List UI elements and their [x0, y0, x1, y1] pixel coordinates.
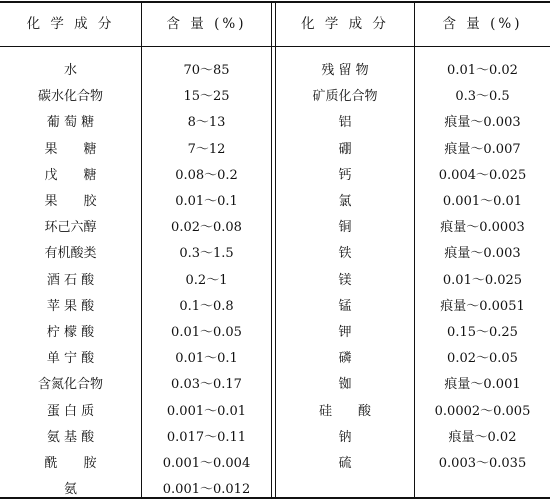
right-row-value: 0.01～0.025	[442, 272, 523, 288]
right-row-value: 痕量～0.007	[444, 141, 521, 157]
left-row-value: 0.2～1	[185, 272, 228, 288]
left-row-value: 0.01～0.1	[175, 351, 238, 367]
left-row-value: 0.001～0.01	[166, 403, 247, 419]
right-row-value: 0.003～0.035	[438, 456, 527, 471]
left-row-value: 0.08～0.2	[175, 167, 238, 183]
right-row-value: 痕量～0.0051	[440, 298, 525, 314]
right-row-value: 痕量～0.003	[444, 115, 521, 131]
left-row-name: 柠 檬 酸	[46, 325, 95, 340]
left-row-name: 酰 胺	[44, 456, 97, 471]
right-row-value: 痕量～0.003	[444, 246, 521, 262]
left-row-name: 酒 石 酸	[46, 272, 95, 288]
right-row-name: 镁	[338, 272, 352, 288]
left-row-value: 0.01～0.05	[171, 325, 242, 340]
left-row-value: 0.02～0.08	[171, 220, 242, 236]
right-row-name: 铝	[338, 115, 352, 131]
header-component-left: 化 学 成 分	[26, 16, 115, 32]
left-row-name: 水	[63, 63, 77, 78]
left-row-name: 碳水化合物	[37, 89, 103, 105]
right-row-value: 痕量～0.0003	[440, 220, 525, 236]
right-row-name: 铜	[338, 220, 352, 236]
left-row-name: 氨 基 酸	[46, 429, 95, 445]
center-double-rule-a	[271, 2, 272, 498]
right-row-value: 0.004～0.025	[438, 167, 527, 183]
left-row-value: 70～85	[183, 63, 230, 78]
right-row-value: 0.3～0.5	[455, 89, 510, 105]
left-row-name: 有机酸类	[44, 246, 97, 262]
right-row-value: 0.15～0.25	[447, 325, 518, 340]
right-row-value: 0.0002～0.005	[434, 403, 531, 419]
left-row-value: 0.1～0.8	[179, 298, 234, 314]
left-row-value: 0.03～0.17	[171, 377, 242, 393]
left-row-name: 含氮化合物	[37, 377, 103, 393]
left-row-name: 环己六醇	[44, 220, 97, 236]
left-row-name: 单 宁 酸	[46, 351, 95, 367]
left-row-name: 果 胶	[44, 194, 97, 209]
right-row-value: 0.02～0.05	[447, 351, 518, 367]
left-row-value: 15～25	[183, 89, 230, 105]
right-row-value: 痕量～0.001	[444, 377, 521, 393]
right-row-name: 氯	[338, 194, 352, 209]
right-row-name: 磷	[338, 351, 352, 367]
left-row-name: 果 糖	[44, 141, 97, 157]
left-row-name: 氨	[63, 482, 77, 498]
left-row-name: 戊 糖	[44, 167, 97, 183]
right-row-value: 0.001～0.01	[442, 194, 523, 209]
left-row-value: 0.3～1.5	[179, 246, 234, 262]
left-row-value: 0.001～0.012	[162, 482, 251, 498]
header-component-right: 化 学 成 分	[301, 16, 389, 32]
right-row-name: 铁	[338, 246, 352, 262]
left-row-value: 0.017～0.11	[166, 429, 247, 445]
left-row-name: 苹 果 酸	[46, 298, 95, 314]
right-row-name: 硫	[338, 456, 352, 471]
left-row-value: 7～12	[187, 141, 226, 157]
left-row-value: 0.001～0.004	[162, 456, 251, 471]
right-row-name: 矿质化合物	[312, 89, 378, 105]
right-row-name: 硼	[338, 141, 352, 157]
left-row-name: 葡 萄 糖	[46, 115, 95, 131]
right-row-name: 铷	[338, 377, 352, 393]
right-row-value: 0.01～0.02	[447, 63, 518, 78]
right-row-name: 钾	[338, 325, 352, 340]
left-row-value: 8～13	[187, 115, 226, 131]
left-row-name: 蛋 白 质	[46, 403, 95, 419]
right-row-value: 痕量～0.02	[448, 429, 517, 445]
right-row-name: 钙	[338, 167, 352, 183]
right-row-name: 锰	[338, 298, 352, 314]
left-row-value: 0.01～0.1	[175, 194, 238, 209]
header-content-left: 含 量 (%)	[166, 16, 247, 32]
right-row-name: 残 留 物	[321, 63, 369, 78]
right-row-name: 钠	[338, 429, 352, 445]
header-content-right: 含 量 (%)	[442, 16, 523, 32]
right-row-name: 硅 酸	[318, 403, 371, 419]
